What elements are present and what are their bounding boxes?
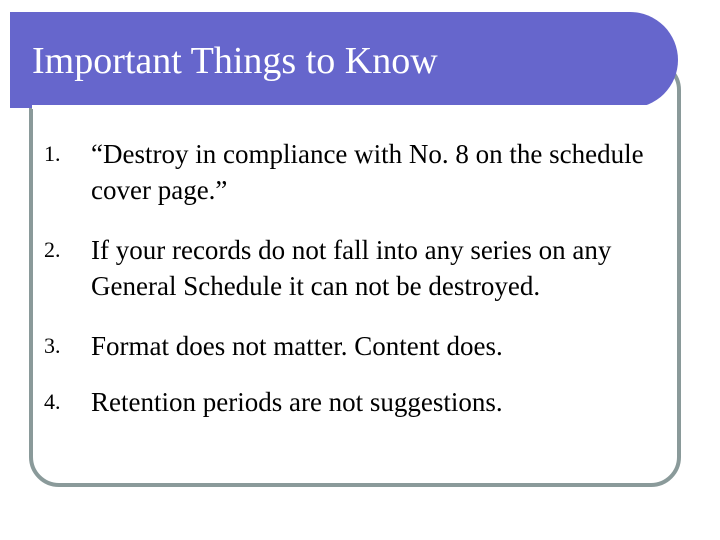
list-item-text: If your records do not fall into any series on any General Schedule it can not be destroyed. [91,235,612,301]
slide-title: Important Things to Know [32,40,438,82]
list-item-text: “Destroy in compliance with No. 8 on the schedule cover page.” [91,139,644,205]
list-item-number: 3. [44,333,61,358]
list-item-number: 4. [44,389,61,414]
list-item-number: 2. [44,237,61,262]
list-item-text: Format does not matter. Content does. [91,331,503,361]
list-item-number: 1. [44,141,61,166]
list-item-text: Retention periods are not suggestions. [91,387,503,417]
